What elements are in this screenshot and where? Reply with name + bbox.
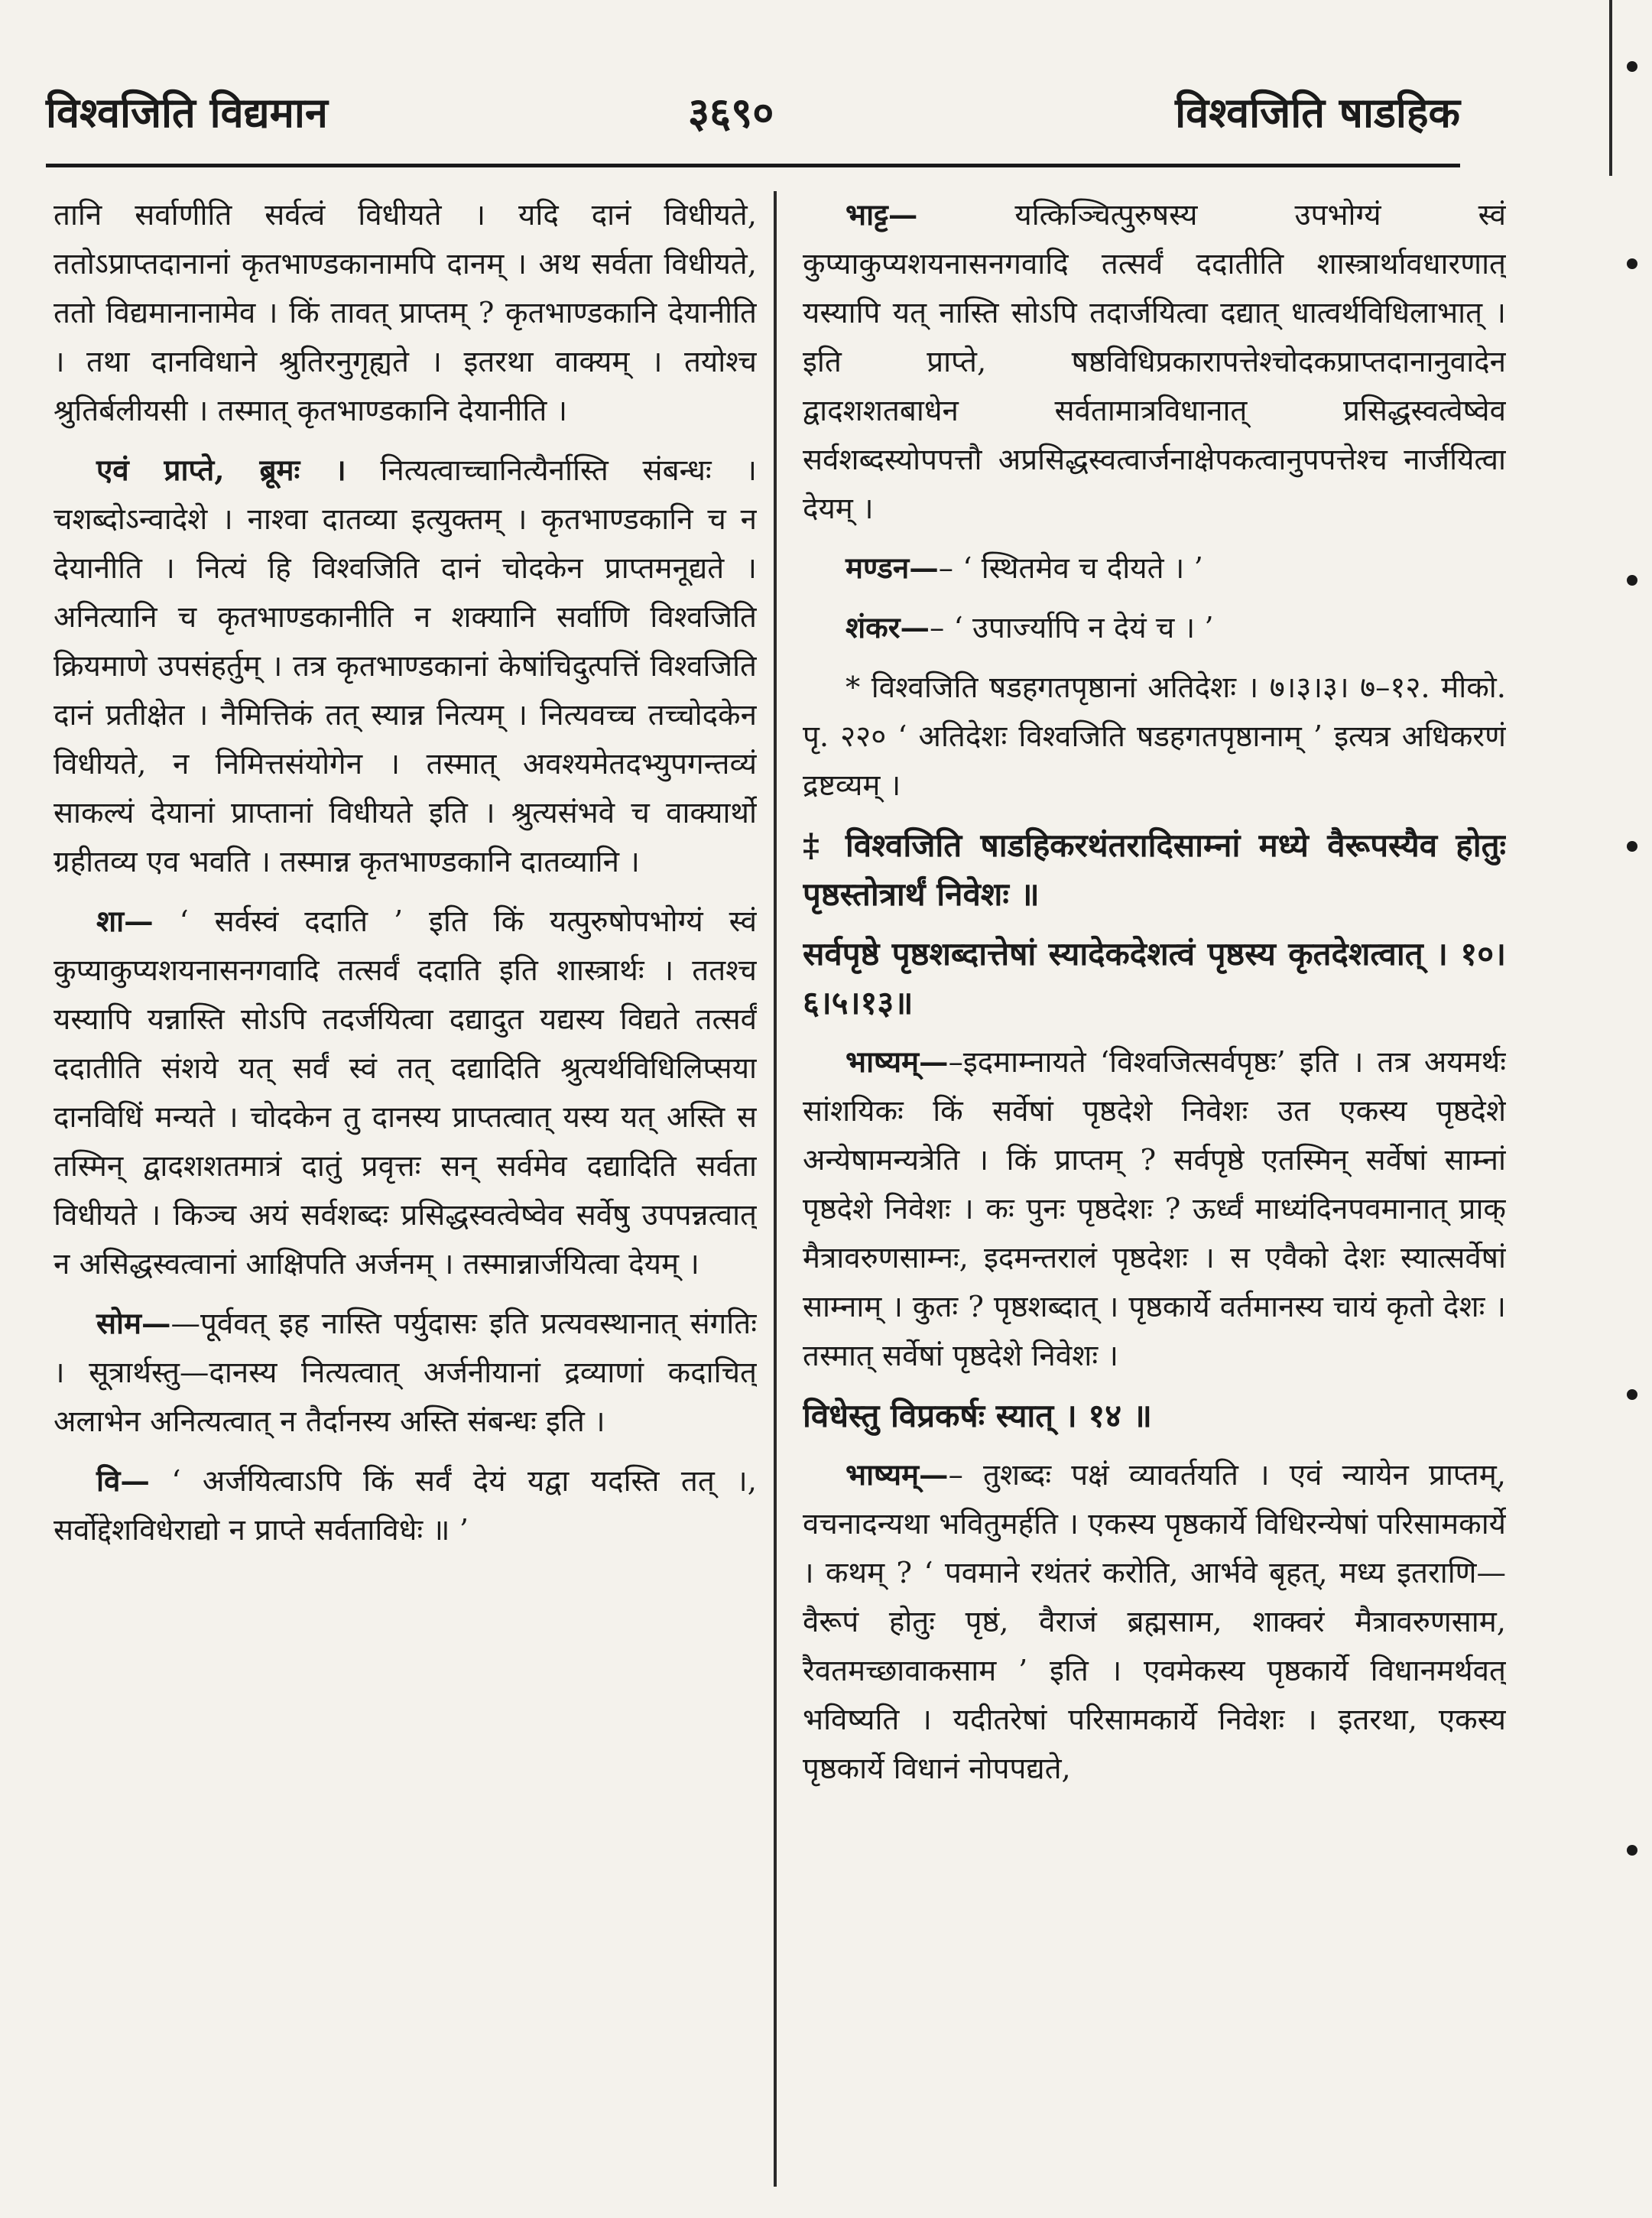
paragraph-lead: सोम— bbox=[96, 1307, 171, 1341]
paragraph-lead: एवं प्राप्ते, ब्रूमः । bbox=[96, 453, 346, 488]
section-heading: ‡ विश्वजिति षाडहिकरथंतरादिसाम्नां मध्ये वैरूपस्यैव होतुः पृष्ठस्तोत्रार्थं निवेशः ॥ bbox=[803, 826, 1506, 913]
paragraph-lead: भाट्ट— bbox=[845, 198, 918, 232]
paragraph bbox=[803, 191, 1506, 534]
paragraph-text: – ‘ उपार्ज्यापि न देयं च । ’ bbox=[930, 611, 1214, 645]
paragraph bbox=[803, 1038, 1506, 1381]
sutra-heading: सर्वपृष्ठे पृष्ठशब्दात्तेषां स्यादेकदेशत्वं पृष्ठस्य कृतदेशत्वात् । १०।६।५।१३॥ bbox=[803, 935, 1506, 1021]
margin-mark bbox=[1627, 841, 1637, 852]
paragraph bbox=[54, 191, 757, 436]
paragraph bbox=[54, 1457, 757, 1555]
margin-mark bbox=[1627, 575, 1637, 586]
paragraph-text: तानि सर्वाणीति सर्वत्वं विधीयते । यदि दानं विधीयते, ततोऽप्राप्तदानानां कृतभाण्डकानामपि दानम् । अथ सर्वता विधीयते, ततो विद्यमानानामेव । किं तावत् प्राप्तम् ? कृतभाण्डकानि देयानीति । तथा दानविधाने श्रुतिरनुगृह्यते । इतरथा वाक्यम् । तयोश्च श्रुतिर्बलीयसी । तस्मात् कृतभाण्डकानि देयानीति । bbox=[54, 198, 757, 428]
paragraph-text: – तुशब्दः पक्षं व्यावर्तयति । एवं न्यायेन प्राप्तम्, वचनादन्यथा भवितुमर्हति । एकस्य पृष्ठकार्ये विधिरन्येषां परिसामकार्ये । कथम् ? ‘ पवमाने रथंतरं करोति, आर्भवे बृहत्, मध्य इतराणि— वैरूपं होतुः पृष्ठं, वैराजं ब्रह्मसाम, शाक्वरं मैत्रावरुणसाम, रैवतमच्छावाकसाम ’ इति । एवमेकस्य पृष्ठकार्ये विधानमर्थवत् भविष्यति । यदीतरेषां परिसामकार्ये निवेशः । इतरथा, एकस्य पृष्ठकार्ये विधानं नोपपद्यते, bbox=[803, 1458, 1506, 1786]
paragraph-lead: वि— bbox=[96, 1464, 150, 1499]
paragraph-text: * विश्वजिति षडहगतपृष्ठानां अतिदेशः । ७।३।३। ७–१२. मीको. पृ. २२० ‘ अतिदेशः विश्वजिति षडहगतपृष्ठानाम् ’ इत्यत्र अधिकरणं द्रष्टव्यम् । bbox=[803, 671, 1506, 803]
paragraph-lead: शंकर— bbox=[845, 611, 930, 645]
header-left-title: विश्वजिति विद्यमान bbox=[46, 88, 328, 137]
paragraph-text: ‘ सर्वस्वं ददाति ’ इति किं यत्पुरुषोपभोग्यं स्वं कुप्याकुप्यशयनासनगवादि तत्सर्वं ददाति इति शास्त्रार्थः । ततश्च यस्यापि यन्नास्ति सोऽपि तदर्जयित्वा दद्यादुत यद्यस्य विद्यते तत्सर्वं ददातीति संशये यत् सर्वं स्वं तत् दद्यादिति श्रुत्यर्थविधिलिप्सया दानविधिं मन्यते । चोदकेन तु दानस्य प्राप्तत्वात् यस्य यत् अस्ति स तस्मिन् द्वादशशतमात्रं दातुं प्रवृत्तः सन् सर्वमेव दद्यादिति सर्वता विधीयते । किञ्च अयं सर्वशब्दः प्रसिद्धस्वत्वेष्वेव सर्वेषु उपपन्नत्वात् न असिद्धस्वत्वानां आक्षिपति अर्जनम् । तस्मान्नार्जयित्वा देयम् । bbox=[54, 904, 757, 1281]
page-number: ३६९० bbox=[688, 88, 774, 137]
header-right-title: विश्वजिति षाडहिक bbox=[1175, 88, 1460, 137]
paragraph-text: —पूर्ववत् इह नास्ति पर्युदासः इति प्रत्यवस्थानात् संगतिः । सूत्रार्थस्तु—दानस्य नित्यत्वात् अर्जनीयानां द्रव्याणां कदाचित् अलाभेन अनित्यत्वात् न तैर्दानस्य अस्ति संबन्धः इति । bbox=[54, 1307, 757, 1439]
paragraph-text: – ‘ स्थितमेव च दीयते । ’ bbox=[938, 551, 1203, 586]
right-column bbox=[803, 191, 1506, 2194]
page-edge-line bbox=[1609, 0, 1612, 176]
paragraph bbox=[54, 898, 757, 1289]
margin-mark bbox=[1627, 61, 1637, 72]
column-divider bbox=[774, 191, 777, 2187]
paragraph-lead: भाष्यम्— bbox=[845, 1458, 949, 1492]
paragraph bbox=[803, 604, 1506, 653]
paragraph-text: नित्यत्वाच्चानित्यैर्नास्ति संबन्धः । चशब्दोऽन्वादेशे । नाश्वा दातव्या इत्युक्तम् । कृतभाण्डकानि च न देयानीति । नित्यं हि विश्वजिति दानं चोदकेन प्राप्तमनूद्यते । अनित्यानि च कृतभाण्डकानीति न शक्यानि सर्वाणि विश्वजिति क्रियमाणे उपसंहर्तुम् । तत्र कृतभाण्डकानां केषांचिदुत्पत्तिं विश्वजिति दानं प्रतीक्षेत । नैमित्तिकं तत् स्यान्न नित्यम् । नित्यवच्च तच्चोदकेन विधीयते, न निमित्तसंयोगेन । तस्मात् अवश्यमेतदभ्युपगन्तव्यं साकल्यं देयानां प्राप्तानां विधीयते इति । श्रुत्यसंभवे च वाक्यार्थो ग्रहीतव्य एव भवति । तस्मान्न कृतभाण्डकानि दातव्यानि । bbox=[54, 453, 757, 879]
footnote-paragraph bbox=[803, 664, 1506, 810]
paragraph-text: ‘ अर्जयित्वाऽपि किं सर्वं देयं यद्वा यदस्ति तत् ।, सर्वोद्देशविधेराद्यो न प्राप्ते सर्वताविधेः ॥ ’ bbox=[54, 1464, 757, 1547]
left-column bbox=[54, 191, 757, 2194]
paragraph bbox=[803, 544, 1506, 593]
margin-mark bbox=[1627, 1845, 1637, 1856]
paragraph bbox=[803, 1451, 1506, 1794]
paragraph bbox=[54, 1300, 757, 1447]
header-rule bbox=[46, 164, 1460, 167]
margin-mark bbox=[1627, 1389, 1637, 1400]
paragraph-text: –इदमाम्नायते ‘विश्वजित्सर्वपृष्ठः’ इति । तत्र अयमर्थः सांशयिकः किं सर्वेषां पृष्ठदेशे निवेशः उत एकस्य पृष्ठदेशे अन्येषामन्यत्रेति । किं प्राप्तम् ? सर्वपृष्ठे एतस्मिन् सर्वेषां साम्नां पृष्ठदेशे निवेशः । कः पुनः पृष्ठदेशः ? ऊर्ध्वं माध्यंदिनपवमानात् प्राक् मैत्रावरुणसाम्नः, इदमन्तरालं पृष्ठदेशः । स एवैको देशः स्यात्सर्वेषां साम्नाम् । कुतः ? पृष्ठशब्दात् । पृष्ठकार्ये वर्तमानस्य चायं कृतो देशः । तस्मात् सर्वेषां पृष्ठदेशे निवेशः । bbox=[803, 1045, 1506, 1373]
page-header bbox=[46, 83, 1460, 151]
paragraph-lead: मण्डन— bbox=[845, 551, 939, 586]
paragraph-text: यत्किञ्चित्पुरुषस्य उपभोग्यं स्वं कुप्याकुप्यशयनासनगवादि तत्सर्वं ददातीति शास्त्रार्थावधारणात् यस्यापि यत् नास्ति सोऽपि तदार्जयित्वा दद्यात् धात्वर्थविधिलाभात् । इति प्राप्ते, षष्ठविधिप्रकारापत्तेश्चोदकप्राप्तदानानुवादेन द्वादशशतबाधेन सर्वतामात्रविधानात् प्रसिद्धस्वत्वेष्वेव सर्वशब्दस्योपपत्तौ अप्रसिद्धस्वत्वार्जनाक्षेपकत्वानुपपत्तेश्च नार्जयित्वा देयम् । bbox=[803, 198, 1506, 526]
paragraph bbox=[54, 447, 757, 887]
margin-mark bbox=[1627, 258, 1637, 269]
paragraph-lead: भाष्यम्— bbox=[845, 1045, 949, 1080]
sutra-heading: विधेस्तु विप्रकर्षः स्यात् । १४ ॥ bbox=[803, 1397, 1152, 1434]
paragraph-lead: शा— bbox=[96, 904, 154, 939]
